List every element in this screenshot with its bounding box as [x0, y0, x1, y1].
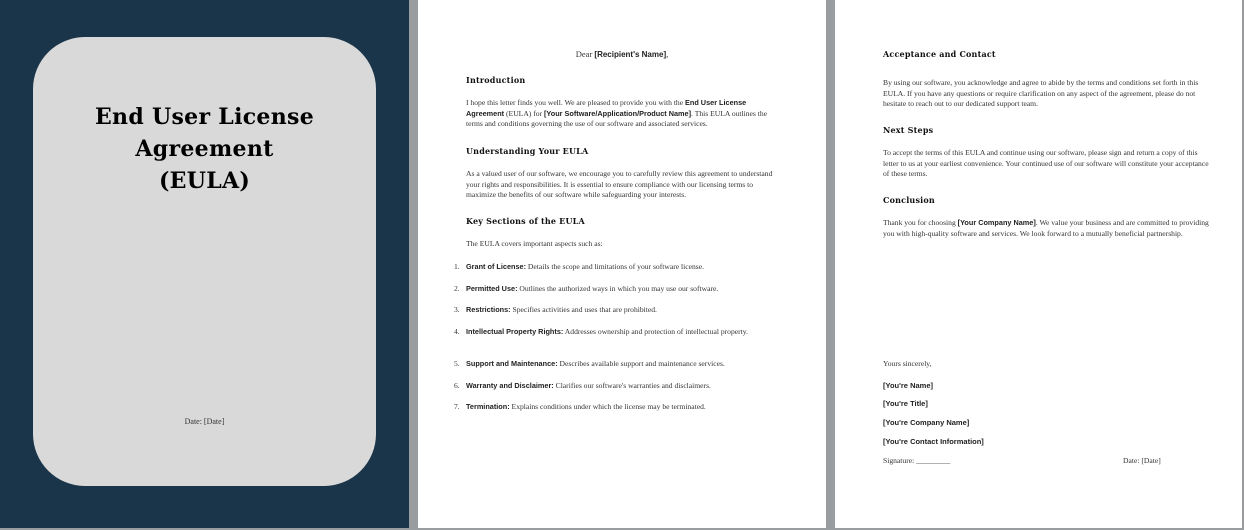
list-number: 1. — [454, 262, 460, 271]
list-item-desc: Clarifies our software's warranties and disclaimers. — [553, 381, 711, 390]
list-item — [454, 305, 766, 316]
heading-conclusion: Conclusion — [883, 195, 935, 205]
heading-key-sections: Key Sections of the EULA — [466, 216, 585, 226]
heading-next-steps: Next Steps — [883, 125, 934, 135]
signer-contact: [You're Contact Information] — [883, 437, 984, 446]
text: . This EULA outlines the terms and conditions governing the use of our software and associated services. — [466, 108, 768, 129]
signer-name: [You're Name] — [883, 381, 933, 390]
list-item-desc: Outlines the authorized ways in which you may use our software. — [517, 284, 719, 293]
conclusion-body — [883, 218, 1213, 239]
bold-text: [Your Company Name] — [957, 218, 1036, 227]
closing: Yours sincerely, — [883, 359, 932, 368]
list-item-desc: Details the scope and limitations of your software license. — [526, 262, 704, 271]
text: Thank you for choosing — [883, 218, 958, 227]
cover-title-line: End User License — [94, 104, 315, 130]
list-item — [454, 381, 766, 392]
heading-acceptance: Acceptance and Contact — [883, 49, 996, 59]
list-number: 5. — [454, 359, 460, 368]
bold-text: [Your Software/Application/Product Name] — [543, 108, 692, 118]
cover-page — [0, 0, 409, 528]
list-item — [454, 402, 766, 413]
key-sections-intro: The EULA covers important aspects such as: — [466, 239, 603, 248]
understanding-body: As a valued user of our software, we encourage you to carefully review this agreement to understand your rights and responsibilities. It is essential to ensure compliance with our licensing terms to maximize the benefits of our software while safeguarding your interests. — [466, 169, 773, 200]
greeting-prefix: Dear — [575, 49, 595, 59]
list-item — [454, 327, 766, 338]
cover-title — [33, 101, 376, 197]
text: (EULA) for — [504, 108, 544, 118]
list-item — [454, 284, 766, 295]
signer-company: [You're Company Name] — [883, 418, 970, 427]
list-item-title: Restrictions: — [466, 305, 511, 314]
recipient-name: [Recipient's Name] — [594, 50, 667, 59]
list-number: 4. — [454, 327, 460, 336]
heading-understanding: Understanding Your EULA — [466, 146, 589, 156]
greeting-suffix: , — [666, 49, 669, 59]
list-item-desc: Explains conditions under which the license may be terminated. — [509, 402, 706, 411]
next-steps-body: To accept the terms of this EULA and continue using our software, please sign and return a copy of this letter to us at your earliest convenience. Your continued use of our software will constitute your acceptance of these terms. — [883, 148, 1209, 179]
text: . We value your business and are committed to providing you with high-quality software and services. We look forward to a mutually beneficial partnership. — [883, 218, 1209, 238]
text: I hope this letter finds you well. We are pleased to provide you with the — [466, 98, 685, 107]
cover-title-line: (EULA) — [158, 168, 251, 194]
list-item-title: Warranty and Disclaimer: — [466, 381, 554, 390]
list-item — [454, 359, 766, 370]
list-item-desc: Addresses ownership and protection of intellectual property. — [563, 327, 748, 336]
list-item — [454, 262, 766, 273]
introduction-body — [466, 98, 780, 130]
cover-title-line: Agreement — [135, 136, 274, 162]
bold-text: End User License Agreement — [466, 98, 747, 118]
closing-page — [835, 0, 1242, 528]
list-item-title: Grant of License: — [466, 262, 527, 271]
list-item-desc: Specifies activities and uses that are prohibited. — [510, 305, 657, 314]
greeting — [418, 49, 826, 61]
list-item-title: Termination: — [466, 402, 510, 411]
signature-date: Date: [Date] — [1123, 456, 1161, 465]
list-item-title: Support and Maintenance: — [466, 359, 558, 368]
signature-field: Signature: _________ — [883, 456, 951, 465]
cover-card — [33, 37, 376, 486]
list-number: 7. — [454, 402, 460, 411]
list-item-title: Permitted Use: — [466, 284, 518, 293]
list-item-desc: Describes available support and maintenance services. — [557, 359, 725, 368]
heading-introduction: Introduction — [466, 75, 526, 85]
cover-date: Date: [Date] — [184, 417, 225, 426]
signer-title: [You're Title] — [883, 399, 928, 408]
list-item-title: Intellectual Property Rights: — [466, 327, 564, 336]
list-number: 3. — [454, 305, 460, 314]
acceptance-body: By using our software, you acknowledge and agree to abide by the terms and conditions set forth in this EULA. If you have any questions or require clarification on any aspect of the agreement, please do not hesitate to reach out to our dedicated support team. — [883, 78, 1199, 109]
list-number: 6. — [454, 381, 460, 390]
list-number: 2. — [454, 284, 460, 293]
letter-page — [418, 0, 826, 528]
